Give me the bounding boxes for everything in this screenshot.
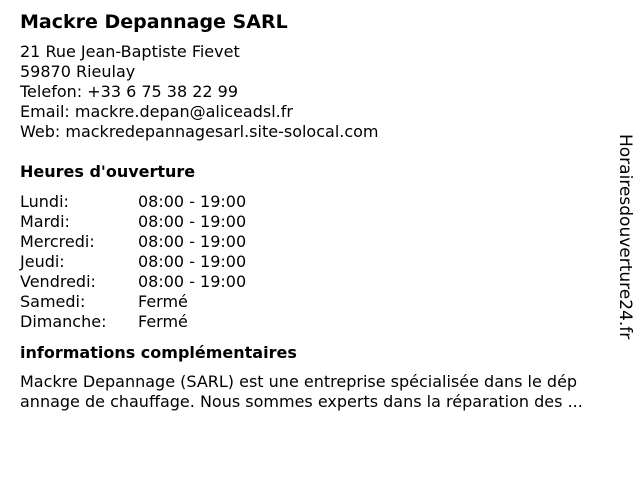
- business-card: [20, 10, 618, 412]
- watermark-text: Horairesdouverture24.fr: [615, 134, 635, 340]
- address-city: 59870 Rieulay: [20, 62, 136, 81]
- day-hours: 08:00 - 19:00: [138, 252, 247, 271]
- phone-number[interactable]: Telefon: +33 6 75 38 22 99: [20, 82, 239, 101]
- day-hours: 08:00 - 19:00: [138, 192, 247, 211]
- hours-row-wednesday: [20, 232, 618, 252]
- hours-row-thursday: [20, 252, 618, 272]
- hours-row-friday: [20, 272, 618, 292]
- hours-row-tuesday: [20, 212, 618, 232]
- day-label: Mercredi:: [20, 232, 95, 251]
- day-label: Dimanche:: [20, 312, 107, 331]
- day-hours: Fermé: [138, 292, 188, 311]
- day-hours: 08:00 - 19:00: [138, 232, 247, 251]
- address-street: 21 Rue Jean-Baptiste Fievet: [20, 42, 240, 61]
- day-hours: 08:00 - 19:00: [138, 212, 247, 231]
- day-label: Mardi:: [20, 212, 70, 231]
- additional-info-text: [20, 372, 630, 412]
- hours-row-monday: [20, 192, 618, 212]
- day-label: Vendredi:: [20, 272, 96, 291]
- day-label: Samedi:: [20, 292, 86, 311]
- day-hours: 08:00 - 19:00: [138, 272, 247, 291]
- opening-hours-table: [20, 192, 618, 332]
- day-label: Lundi:: [20, 192, 69, 211]
- email-address[interactable]: Email: mackre.depan@aliceadsl.fr: [20, 102, 293, 121]
- additional-info-line: annage de chauffage. Nous sommes experts dans la réparation des ...: [20, 392, 583, 411]
- website-link[interactable]: Web: mackredepannagesarl.site-solocal.com: [20, 122, 379, 141]
- business-name: Mackre Depannage SARL: [20, 11, 288, 33]
- hours-row-sunday: [20, 312, 618, 332]
- day-hours: Fermé: [138, 312, 188, 331]
- additional-info-line: Mackre Depannage (SARL) est une entreprise spécialisée dans le dép: [20, 372, 578, 391]
- additional-info-title: informations complémentaires: [20, 343, 297, 362]
- day-label: Jeudi:: [20, 252, 65, 271]
- site-watermark: [612, 134, 636, 344]
- opening-hours-title: Heures d'ouverture: [20, 162, 196, 181]
- contact-block: [20, 42, 618, 142]
- hours-row-saturday: [20, 292, 618, 312]
